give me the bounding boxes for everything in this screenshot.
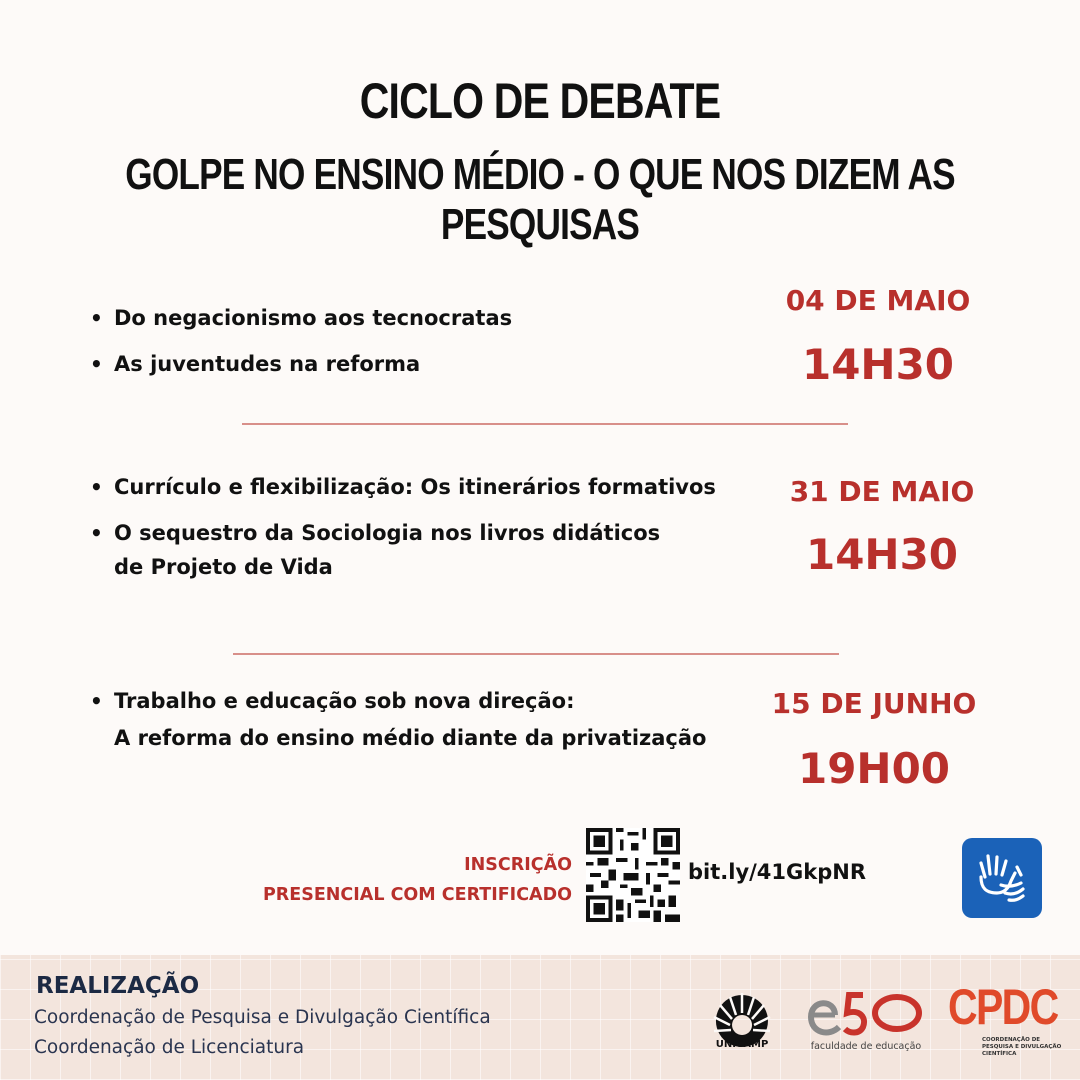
cpdc-logo: CPDC (948, 979, 1058, 1035)
unicamp-logo (706, 977, 778, 1073)
registration-info (200, 850, 572, 910)
divider (233, 653, 839, 655)
session-3-date: 15 DE JUNHO (771, 687, 977, 720)
topic-item: • Do negacionismo aos tecnocratas (90, 305, 512, 331)
topic-item: • Trabalho e educação sob nova direção: (90, 688, 706, 714)
registration-label: INSCRIÇÃO (464, 855, 572, 875)
organizer-line: Coordenação de Licenciatura (34, 1037, 305, 1058)
footer (0, 955, 1080, 1080)
organizer-line: Coordenação de Pesquisa e Divulgação Científica (34, 1007, 491, 1028)
session-2-date: 31 DE MAIO (789, 475, 975, 508)
session-2-time: 14H30 (805, 530, 959, 579)
fe-logo (805, 985, 925, 1045)
registration-certificate-label: PRESENCIAL COM CERTIFICADO (262, 885, 572, 905)
topic-item: • As juventudes na reforma (90, 351, 512, 377)
registration-link[interactable]: bit.ly/41GkpNR (688, 860, 867, 884)
sign-language-icon (962, 838, 1042, 918)
topic-item-continuation: A reforma do ensino médio diante da privatização (114, 726, 707, 750)
qr-code-icon[interactable] (586, 828, 680, 922)
event-subtitle: GOLPE NO ENSINO MÉDIO - O QUE NOS DIZEM AS PESQUISAS (125, 150, 955, 249)
fe-logo-text: faculdade de educação (810, 1041, 922, 1052)
divider (242, 423, 848, 425)
topic-item: • O sequestro da Sociologia nos livros didáticos (90, 520, 716, 546)
session-3-time: 19H00 (797, 744, 951, 793)
unicamp-logo-text: UNICAMP (715, 1039, 769, 1050)
event-title: CICLO DE DEBATE (359, 73, 721, 129)
session-1-topics (90, 305, 512, 397)
organizer-heading: REALIZAÇÃO (36, 973, 200, 999)
topic-item: • Currículo e flexibilização: Os itinerários formativos (90, 474, 716, 500)
session-1-time: 14H30 (801, 340, 955, 389)
session-1-date: 04 DE MAIO (785, 284, 971, 317)
session-2-topics (90, 474, 716, 600)
topic-item-continuation: de Projeto de Vida (114, 555, 333, 579)
session-3-topics (90, 688, 706, 771)
cpdc-logo-subtitle: COORDENAÇÃO DE PESQUISA E DIVULGAÇÃO CIENTÍFICA (982, 1037, 1062, 1057)
